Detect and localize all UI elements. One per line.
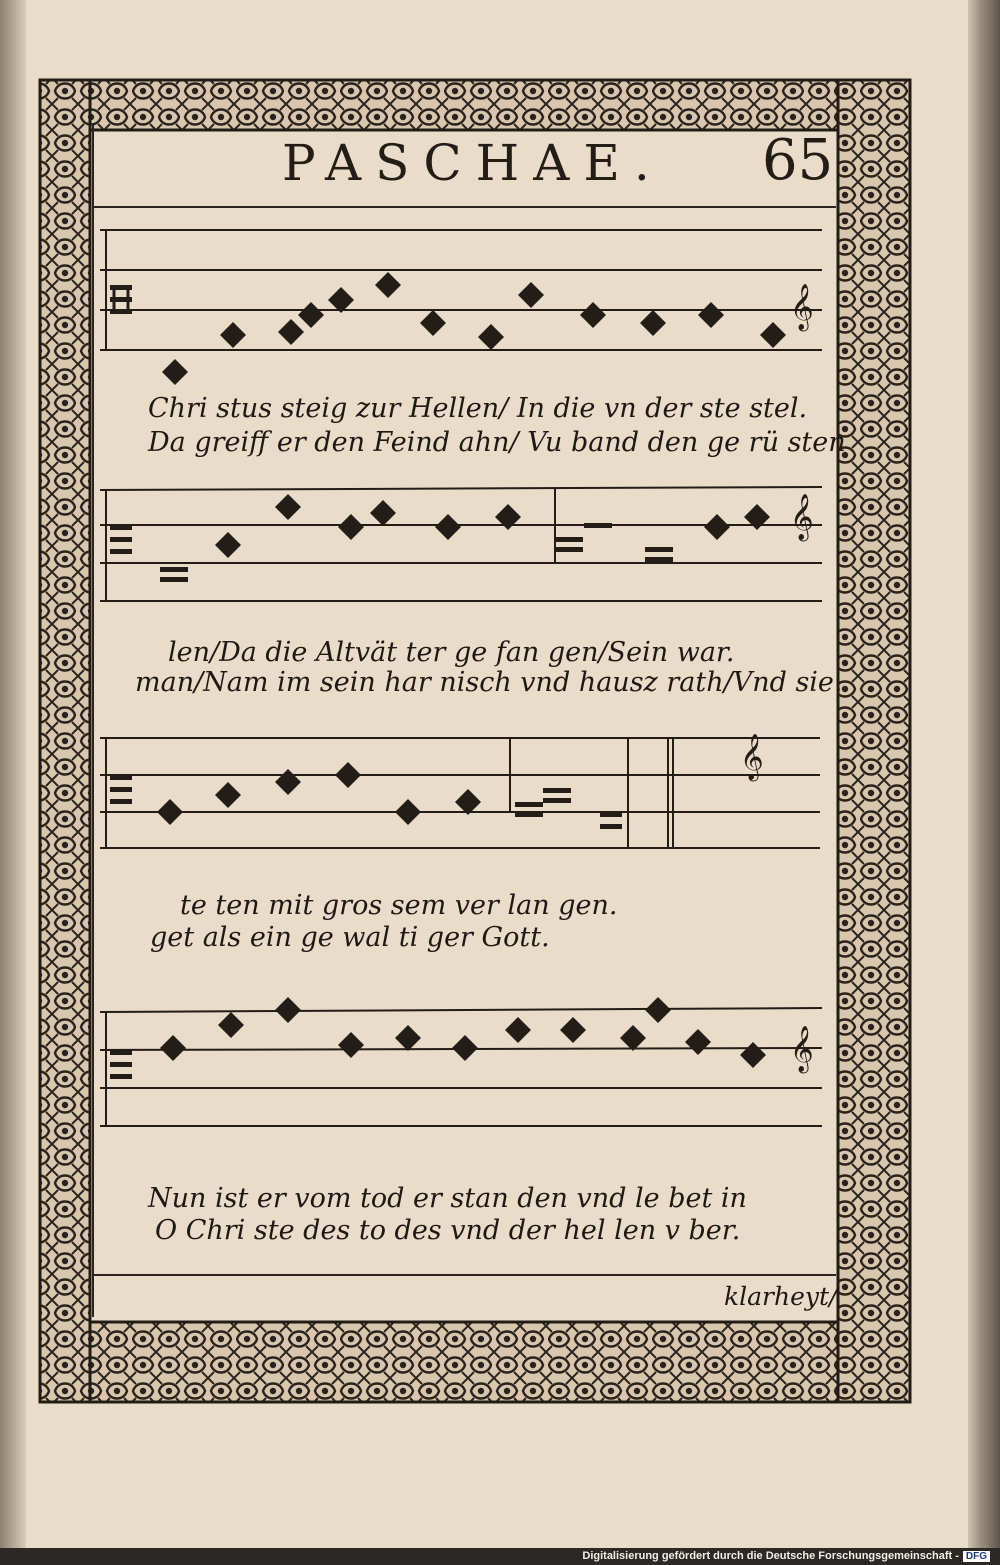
footer-credit-text: Digitalisierung gefördert durch die Deutsche Forschungsgemeinschaft -	[582, 1550, 959, 1562]
lyric-line: get als ein ge wal ti ger Gott.	[150, 922, 550, 953]
catchword: klarheyt/	[724, 1282, 838, 1311]
footer-credit	[582, 1550, 990, 1562]
lyric-line: O Chri ste des to des vnd der hel len v ber.	[155, 1215, 741, 1246]
svg-text:𝄞: 𝄞	[790, 494, 814, 540]
header-rule	[92, 206, 836, 208]
bottom-rule	[92, 1274, 836, 1276]
music-staff-2	[100, 475, 830, 605]
music-staff-1	[100, 215, 830, 355]
page-edge	[968, 0, 1000, 1548]
dfg-logo: DFG	[963, 1551, 990, 1562]
music-staff-4	[100, 1000, 830, 1130]
lyric-line: len/Da die Altvät ter ge fan gen/Sein war.	[168, 637, 735, 668]
svg-text:𝄞: 𝄞	[790, 284, 814, 330]
svg-text:𝄞: 𝄞	[790, 1026, 814, 1072]
lyric-line: Chri stus steig zur Hellen/ In die vn der ste stel.	[148, 393, 808, 424]
music-staff-3	[100, 730, 830, 850]
lyric-line: te ten mit gros sem ver lan gen.	[180, 890, 618, 921]
page-title: PASCHAE.	[282, 134, 664, 192]
svg-text:𝄞: 𝄞	[740, 734, 764, 780]
lyric-line: Da greiff er den Feind ahn/ Vu band den ge rü sten	[148, 427, 846, 458]
page-number: 65	[762, 128, 834, 193]
lyric-line: Nun ist er vom tod er stan den vnd le bet in	[148, 1183, 747, 1214]
lyric-line: man/Nam im sein har nisch vnd hausz rath/Vnd sie.	[135, 667, 843, 698]
